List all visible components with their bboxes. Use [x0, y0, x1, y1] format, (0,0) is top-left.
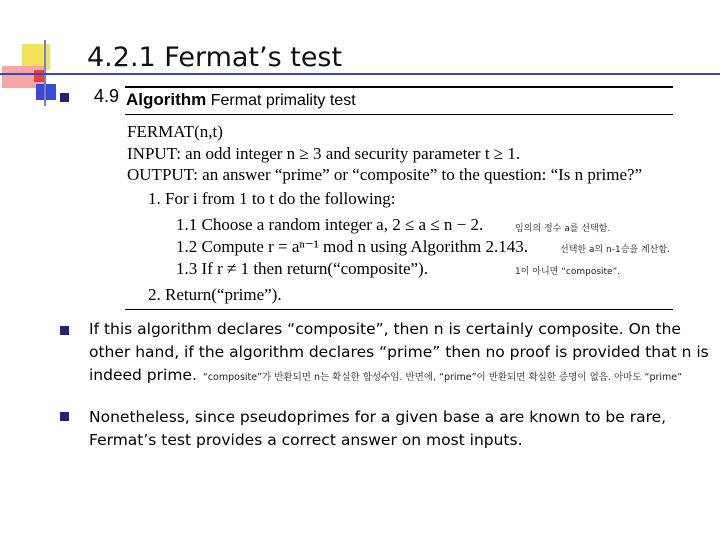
algorithm-header-rule — [125, 114, 673, 115]
bullet-number: 4.9 — [94, 86, 120, 106]
algorithm-output: OUTPUT: an answer “prime” or “composite” to the question: “Is n prime?” — [127, 165, 643, 184]
paragraph-text: If this algorithm declares “composite”, then n is certainly composite. On the other hand, if the algorithm declares “prime” then no proof is provided that n is indeed prime. — [89, 320, 709, 384]
bullet-square — [60, 93, 69, 102]
decorative-square-blue — [36, 84, 56, 100]
algorithm-step-1: 1. For i from 1 to t do the following: — [148, 189, 396, 208]
annotation-korean: 1이 아니면 “composite”. — [513, 264, 622, 277]
bullet-square — [60, 326, 69, 335]
annotation-korean: 선택한 a의 n-1승을 계산함. — [558, 242, 672, 255]
algorithm-header-name: Fermat primality test — [210, 92, 356, 109]
algorithm-step-1-1: 1.1 Choose a random integer a, 2 ≤ a ≤ n − 2. — [176, 215, 484, 234]
korean-note: “composite”가 반환되면 n는 확실한 합성수임. 반면에, “prime”이 반환되면 확실한 증명이 없음. 아마도 “prime” — [202, 372, 683, 383]
algorithm-step-2: 2. Return(“prime”). — [148, 285, 282, 304]
slide-title: 4.2.1 Fermat’s test — [87, 42, 343, 73]
bullet-square — [60, 412, 69, 421]
algorithm-step-1-3: 1.3 If r ≠ 1 then return(“composite”). — [176, 259, 428, 278]
algorithm-top-rule — [125, 86, 673, 88]
algorithm-step-1-2: 1.2 Compute r = aⁿ⁻¹ mod n using Algorithm 2.143. — [176, 237, 529, 256]
paragraph-nonetheless — [89, 406, 709, 452]
algorithm-signature: FERMAT(n,t) — [127, 122, 223, 141]
algorithm-bottom-rule — [125, 309, 673, 310]
paragraph-composite — [89, 318, 709, 389]
paragraph-text: Nonetheless, since pseudoprimes for a given base a are known to be rare, Fermat’s test provides a correct answer on most inputs. — [89, 408, 667, 449]
algorithm-header — [126, 90, 356, 110]
annotation-korean: 임의의 정수 a를 선택함. — [513, 221, 612, 234]
algorithm-header-label: Algorithm — [126, 90, 207, 109]
algorithm-input: INPUT: an odd integer n ≥ 3 and security parameter t ≥ 1. — [127, 144, 521, 163]
title-rule — [0, 73, 720, 75]
